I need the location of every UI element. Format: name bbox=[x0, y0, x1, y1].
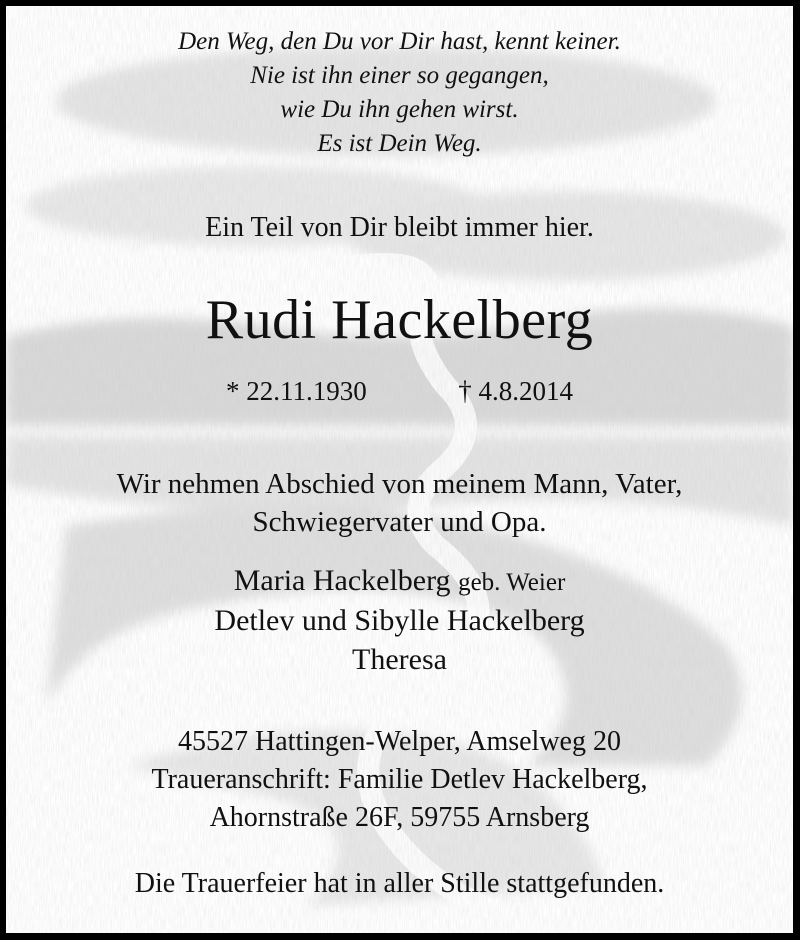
farewell-line-2: Schwiegervater und Opa. bbox=[252, 506, 547, 538]
address-line-3: Ahornstraße 26F, 59755 Arnsberg bbox=[209, 802, 590, 833]
obituary-content bbox=[6, 6, 793, 933]
verse-line-4: Es ist Dein Weg. bbox=[317, 130, 482, 157]
verse-line-2: Nie ist ihn einer so gegangen, bbox=[250, 62, 549, 89]
birth-date: * 22.11.1930 bbox=[226, 376, 367, 406]
mourner-widow bbox=[6, 564, 793, 598]
life-dates bbox=[6, 376, 793, 407]
widow-name: Maria Hackelberg bbox=[233, 564, 451, 597]
deceased-name: Rudi Hackelberg bbox=[205, 289, 594, 351]
mourner-line-3: Theresa bbox=[352, 643, 447, 676]
farewell-line-1: Wir nehmen Abschied von meinem Mann, Vater, bbox=[116, 468, 683, 500]
death-date: † 4.8.2014 bbox=[458, 376, 573, 406]
mourner-line-2: Detlev und Sibylle Hackelberg bbox=[214, 604, 585, 637]
motto: Ein Teil von Dir bleibt immer hier. bbox=[205, 212, 594, 243]
verse-line-3: wie Du ihn gehen wirst. bbox=[280, 96, 519, 123]
verse-line-1: Den Weg, den Du vor Dir hast, kennt keiner. bbox=[178, 28, 621, 55]
address-line-2: Traueranschrift: Familie Detlev Hackelberg, bbox=[151, 764, 648, 795]
address-line-1: 45527 Hattingen-Welper, Amselweg 20 bbox=[178, 726, 621, 757]
obituary-card bbox=[6, 6, 793, 933]
closing-note: Die Trauerfeier hat in aller Stille stattgefunden. bbox=[134, 868, 665, 899]
widow-maiden-name: geb. Weier bbox=[458, 569, 566, 596]
